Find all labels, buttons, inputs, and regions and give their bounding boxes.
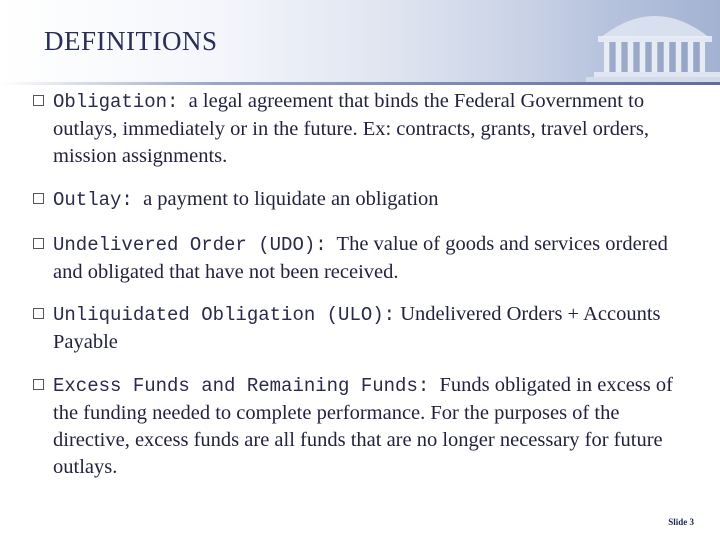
definition-description: a legal agreement that binds the Federal Government to outlays, immediately or in the future. Ex: contracts, grants, travel orders, mission assignments.	[53, 90, 650, 167]
definitions-list	[33, 88, 693, 481]
definition-description: Undelivered Orders + Accounts Payable	[53, 303, 661, 353]
header-banner	[0, 0, 720, 84]
definition-description: a payment to liquidate an obligation	[143, 188, 439, 210]
definition-outlay	[33, 186, 693, 214]
definition-description: Funds obligated in excess of the funding needed to complete performance. For the purposes of the directive, excess funds are all funds that are no longer necessary for future outlays.	[53, 374, 673, 478]
header-divider	[0, 82, 720, 85]
memorial-building-image	[530, 0, 720, 84]
checkbox-bullet-icon	[33, 379, 44, 390]
definition-ulo	[33, 301, 693, 356]
definition-excess-funds	[33, 372, 693, 481]
checkbox-bullet-icon	[33, 308, 44, 319]
definition-term: Excess Funds and Remaining Funds:	[53, 375, 430, 397]
definition-term: Unliquidated Obligation (ULO):	[53, 304, 396, 326]
checkbox-bullet-icon	[33, 238, 44, 249]
definition-obligation	[33, 88, 693, 170]
slide-number: Slide 3	[668, 517, 694, 527]
definition-description: The value of goods and services ordered and obligated that have not been received.	[53, 233, 668, 283]
checkbox-bullet-icon	[33, 193, 44, 204]
definition-term: Outlay:	[53, 189, 133, 211]
definition-term: Undelivered Order (UDO):	[53, 234, 327, 256]
page-title: DEFINITIONS	[44, 26, 218, 56]
definition-term: Obligation:	[53, 91, 179, 113]
definition-udo	[33, 231, 693, 286]
checkbox-bullet-icon	[33, 95, 44, 106]
